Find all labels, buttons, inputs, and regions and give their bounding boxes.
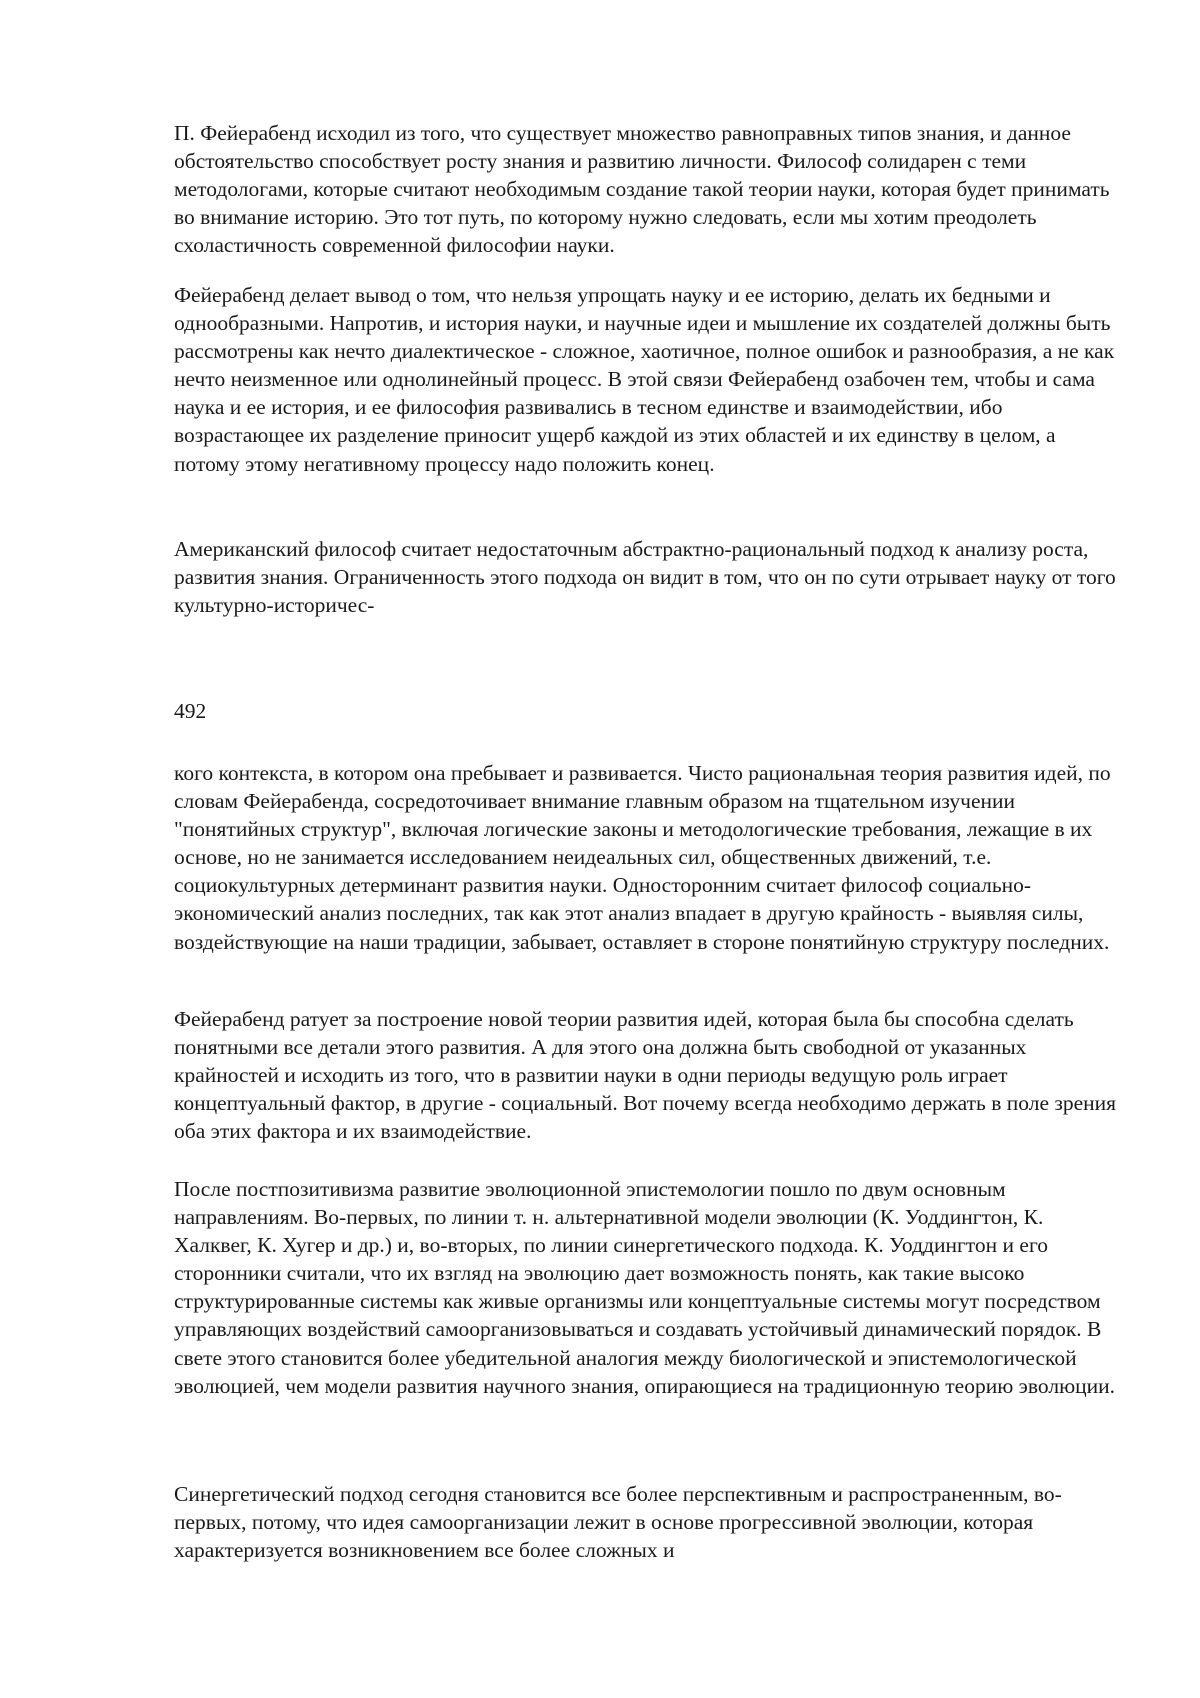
paragraph-feyerabend-conclusion: Фейерабенд делает вывод о том, что нельзя упрощать науку и ее историю, делать их бедными и однообразными. Напротив, и история науки, и научные идеи и мышление их создателей должны быть рассмотрены как нечто диалектическое - сложное, хаотичное, полное ошибок и разнообразия, а не как нечто неизменное или однолинейный процесс. В этой связи Фейерабенд озабочен тем, чтобы и сама наука и ее история, и ее философия развивались в тесном единстве и взаимодействии, ибо возрастающее их разделение приносит ущерб каждой из этих областей и их единству в целом, а потому этому негативному процессу надо положить конец. xyxy=(174,283,1115,476)
paragraph-american-philosopher: Американский философ считает недостаточным абстрактно-рациональный подход к анализу роста, развития знания. Ограниченность этого подхода он видит в том, что он по сути отрывает науку от того культурно-историчес- xyxy=(174,537,1116,618)
paragraph-feyerabend-knowledge-types: П. Фейерабенд исходил из того, что существует множество равноправных типов знания, и данное обстоятельство способствует росту знания и развитию личности. Философ солидарен с теми методологами, которые считают необходимым создание такой теории науки, которая будет принимать во внимание историю. Это тот путь, по которому нужно следовать, если мы хотим преодолеть схоластичность современной философии науки. xyxy=(174,121,1110,258)
paragraph-new-theory: Фейерабенд ратует за построение новой теории развития идей, которая была бы способна сделать понятными все детали этого развития. А для этого она должна быть свободной от указанных крайностей и исходить из того, что в развитии науки в одни периоды ведущую роль играет концептуальный фактор, в другие - социальный. Вот почему всегда необходимо держать в поле зрения оба этих фактора и их взаимодействие. xyxy=(174,1007,1117,1144)
paragraph-synergetic-approach: Синергетический подход сегодня становится все более перспективным и распространенным, во-первых, потому, что идея самоорганизации лежит в основе прогрессивной эволюции, которая характеризуется возникновением все более сложных и xyxy=(174,1482,1062,1563)
paragraph-post-positivism: После постпозитивизма развитие эволюционной эпистемологии пошло по двум основным направлениям. Во-первых, по линии т. н. альтернативной модели эволюции (К. Уоддингтон, К. Халквег, К. Хугер и др.) и, во-вторых, по линии синергетического подхода. К. Уоддингтон и его сторонники считали, что их взгляд на эволюцию дает возможность понять, как такие высоко структурированные системы как живые организмы или концептуальные системы могут посредством управляющих воздействий самоорганизовываться и создавать устойчивый динамический порядок. В свете этого становится более убедительной аналогия между биологической и эпистемологической эволюцией, чем модели развития научного знания, опирающиеся на традиционную теорию эволюции. xyxy=(174,1177,1116,1398)
paragraph-cultural-context: кого контекста, в котором она пребывает и развивается. Чисто рациональная теория развития идей, по словам Фейерабенда, сосредоточивает внимание главным образом на тщательном изучении "понятийных структур", включая логические законы и методологические требования, лежащие в их основе, но не занимается исследованием неидеальных сил, общественных движений, т.е. социокультурных детерминант развития науки. Односторонним считает философ социально-экономический анализ последних, так как этот анализ впадает в другую крайность - выявляя силы, воздействующие на наши традиции, забывает, оставляет в стороне понятийную структуру последних. xyxy=(174,761,1111,954)
page-number: 492 xyxy=(174,699,207,723)
